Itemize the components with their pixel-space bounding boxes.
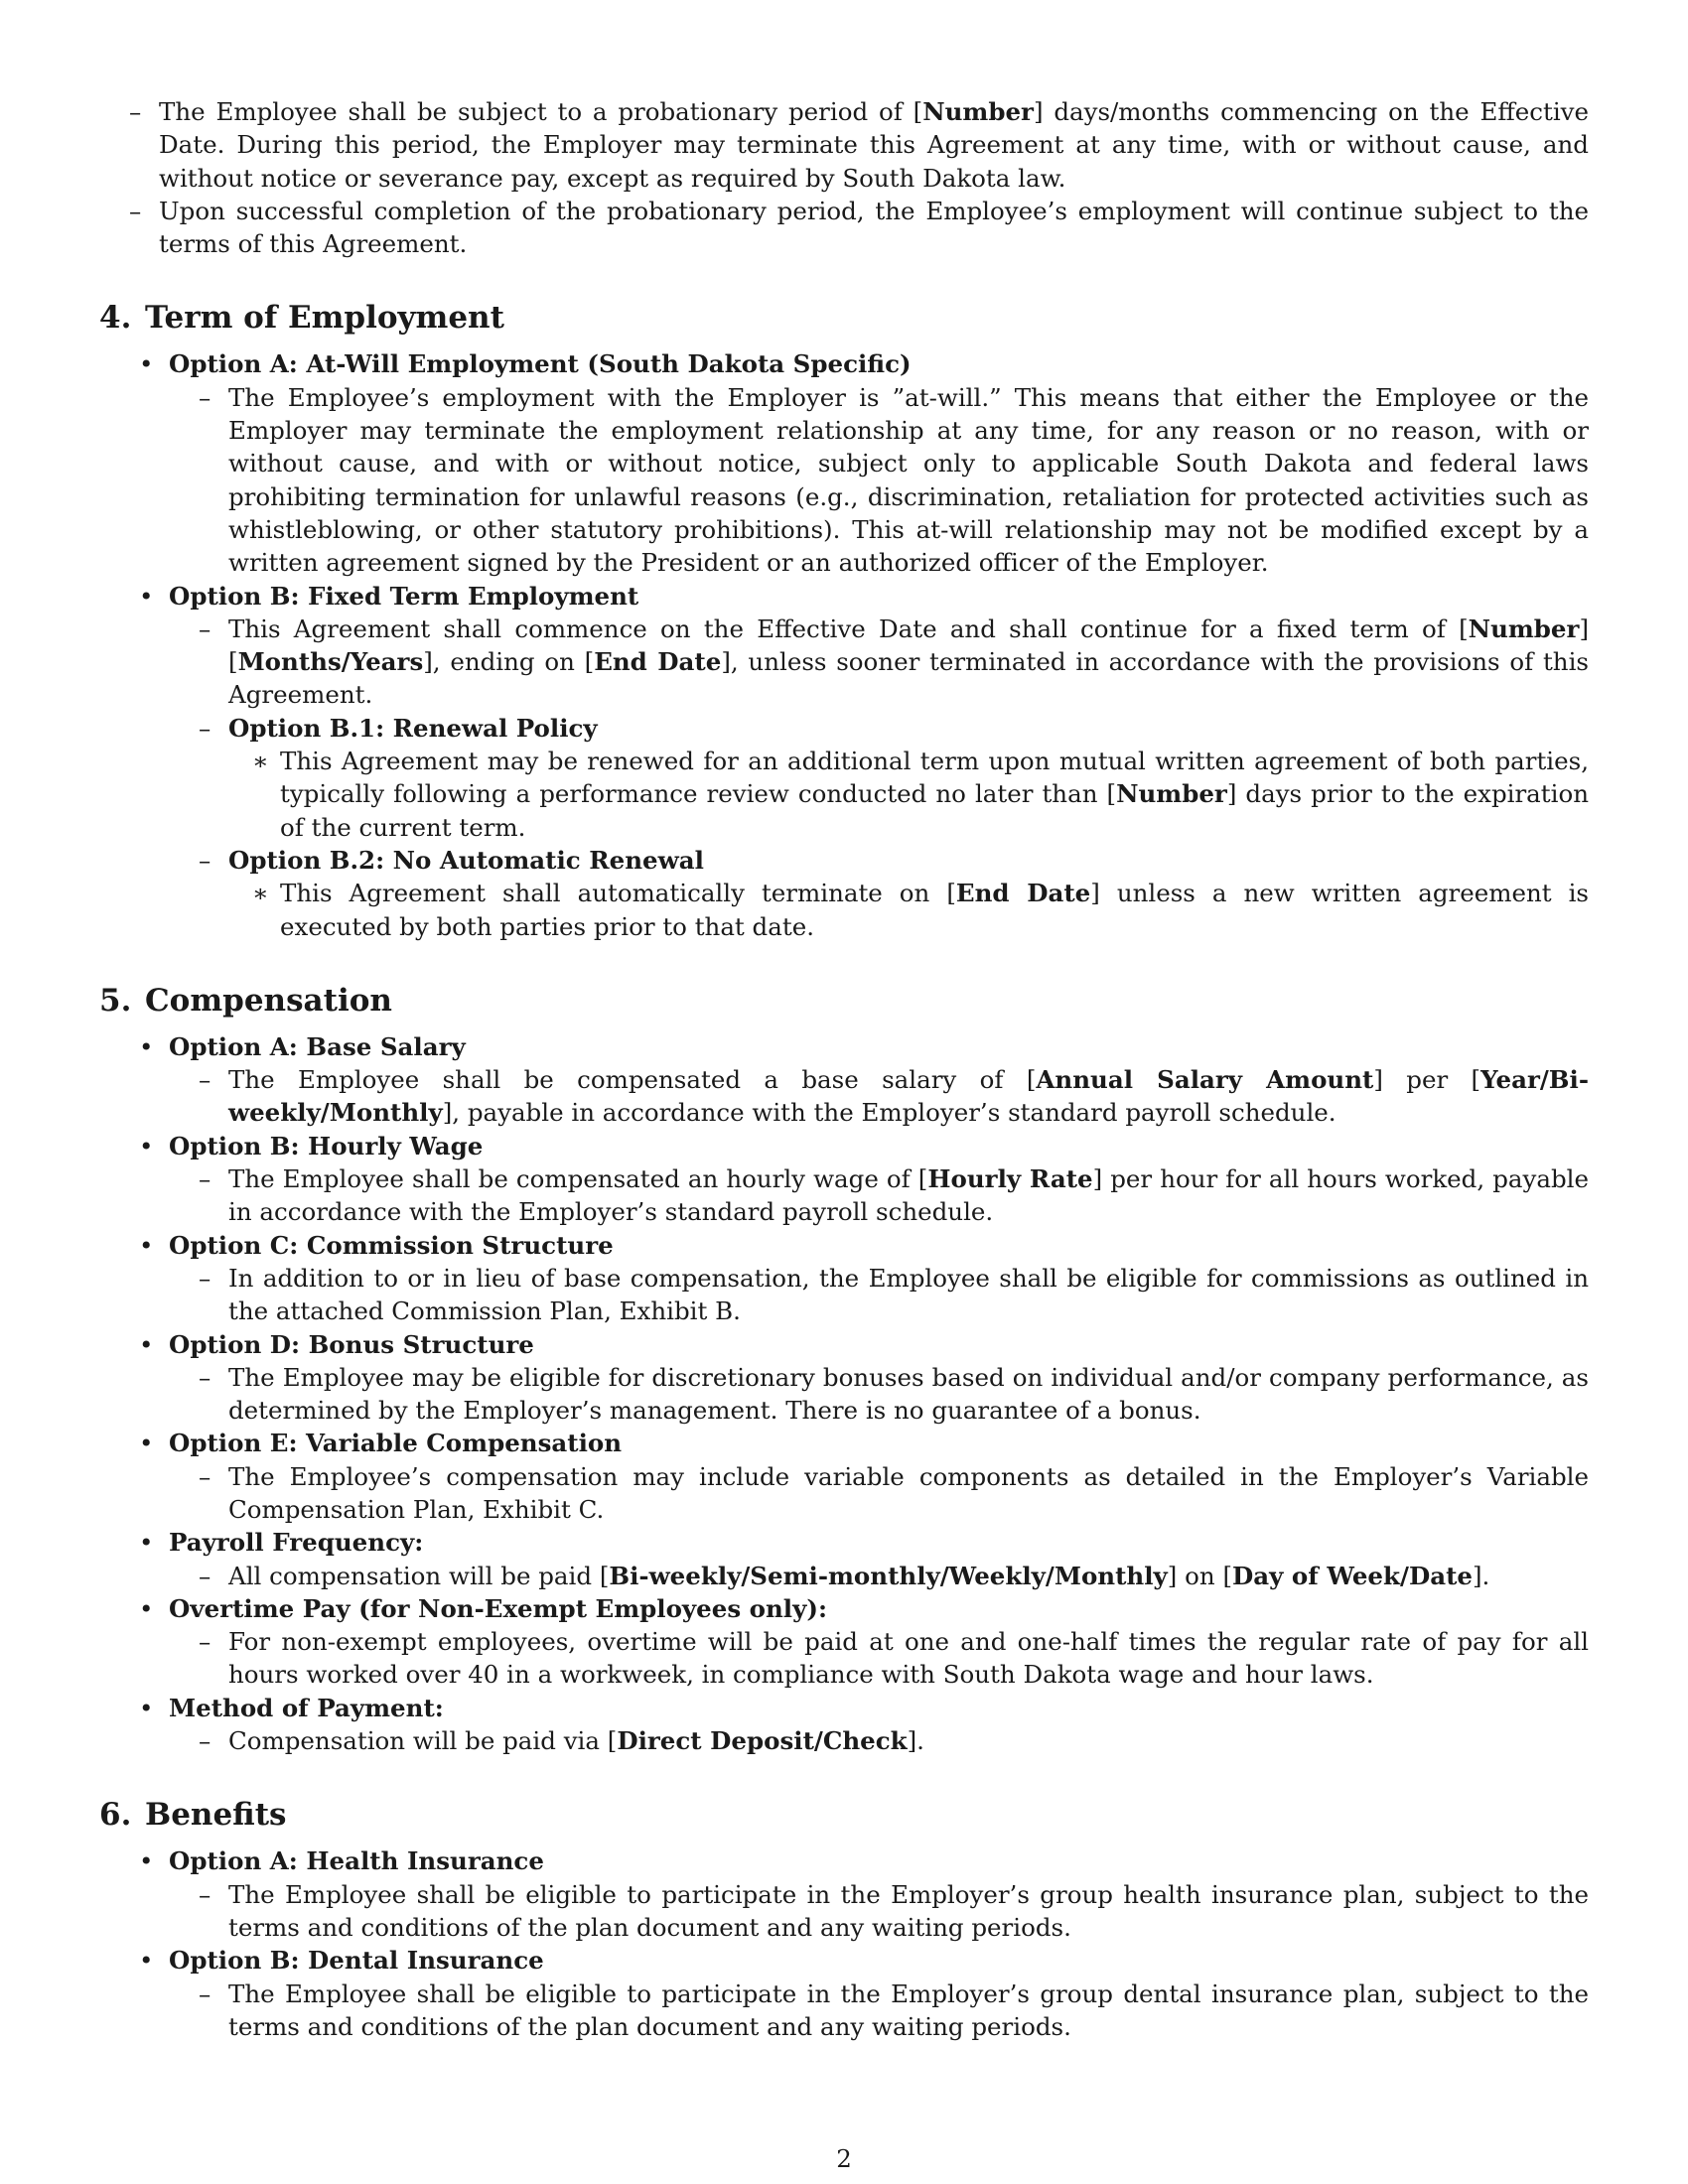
clause-text: In addition to or in lieu of base compensation, the Employee shall be eligible for commissions as outlined in the attached Commission Plan, Exhibit B. <box>228 1263 1589 1326</box>
clause-item <box>169 1262 1589 1328</box>
option-item <box>99 1592 1589 1692</box>
option-label: Option E: Variable Compensation <box>169 1429 623 1458</box>
clause-list <box>169 1978 1589 2044</box>
section-title: Term of Employment <box>145 300 504 337</box>
bullet-marker: • <box>139 349 154 379</box>
sections-container <box>99 298 1589 2043</box>
clause-text: The Employee shall be eligible to participate in the Employer’s group health insurance plan, subject to the terms and conditions of the plan document and any waiting periods. <box>228 1879 1589 1942</box>
clause-item <box>169 1878 1589 1945</box>
dash-marker: – <box>199 845 211 875</box>
dash-marker: – <box>199 1362 211 1392</box>
clause-text: The Employee shall be compensated a base salary of [Annual Salary Amount] per [Year/Bi-weekly/Monthly], payable in accordance with the Employer’s standard payroll schedule. <box>228 1065 1589 1128</box>
clause-item <box>169 712 1589 844</box>
clause-list <box>169 1063 1589 1130</box>
sub-clause-item <box>228 877 1589 943</box>
clause-list <box>169 613 1589 943</box>
bullet-marker: • <box>139 1946 154 1976</box>
option-label: Option A: Base Salary <box>169 1031 466 1061</box>
clause-list <box>169 1162 1589 1229</box>
bullet-marker: • <box>139 1031 154 1061</box>
clause-item <box>169 1560 1589 1592</box>
clause-text: Compensation will be paid via [Direct Deposit/Check]. <box>228 1726 924 1756</box>
clause-item <box>169 1978 1589 2044</box>
option-label: Option C: Commission Structure <box>169 1230 614 1260</box>
clause-list <box>169 1878 1589 1945</box>
section-title: Benefits <box>145 1797 287 1834</box>
bullet-marker: • <box>139 1693 154 1722</box>
sub-option-label: Option B.2: No Automatic Renewal <box>228 845 704 875</box>
dash-marker: – <box>199 1879 211 1909</box>
page-number: 2 <box>836 2144 852 2173</box>
option-list <box>99 347 1589 942</box>
clause-item <box>169 381 1589 580</box>
clause-list <box>169 1724 1589 1757</box>
section-heading <box>99 981 1589 1021</box>
clause-text: For non-exempt employees, overtime will be paid at one and one-half times the regular rate of pay for all hours worked over 40 in a workweek, in compliance with South Dakota wage and hour laws. <box>228 1627 1589 1690</box>
list-item <box>99 95 1589 195</box>
option-label: Overtime Pay (for Non-Exempt Employees only): <box>169 1593 827 1623</box>
clause-item <box>169 1063 1589 1130</box>
clause-text: The Employee shall be subject to a probationary period of [Number] days/months commencing on the Effective Date. During this period, the Employer may terminate this Agreement at any time, with or without cause, and without notice or severance pay, except as required by South Dakota law. <box>159 97 1589 193</box>
clause-text: The Employee’s employment with the Employer is ”at-will.” This means that either the Employee or the Employer may terminate the employment relationship at any time, for any reason or no reason, with or without cause, and with or without notice, subject only to applicable South Dakota and federal laws prohibiting termination for unlawful reasons (e.g., discrimination, retaliation for protected activities such as whistleblowing, or other statutory prohibitions). This at-will relationship may not be modified except by a written agreement signed by the President or an authorized officer of the Employer. <box>228 382 1589 578</box>
option-label: Option B: Fixed Term Employment <box>169 581 639 611</box>
clause-text: The Employee shall be compensated an hourly wage of [Hourly Rate] per hour for all hours worked, payable in accordance with the Employer’s standard payroll schedule. <box>228 1164 1589 1227</box>
bullet-marker: • <box>139 1429 154 1458</box>
probation-list <box>99 95 1589 260</box>
bullet-marker: • <box>139 581 154 611</box>
clause-list <box>169 1262 1589 1328</box>
option-item <box>99 1427 1589 1526</box>
option-item <box>99 1526 1589 1592</box>
clause-list <box>169 1460 1589 1527</box>
option-label: Option B: Dental Insurance <box>169 1946 544 1976</box>
asterisk-marker: ∗ <box>252 747 269 776</box>
dash-marker: – <box>199 1065 211 1095</box>
dash-marker: – <box>199 1726 211 1756</box>
dash-marker: – <box>129 97 142 126</box>
option-label: Option B: Hourly Wage <box>169 1131 484 1160</box>
bullet-marker: • <box>139 1593 154 1623</box>
option-item <box>99 1944 1589 2043</box>
clause-item <box>169 1162 1589 1229</box>
clause-item <box>169 1361 1589 1428</box>
sub-clause-list <box>228 877 1589 943</box>
dash-marker: – <box>199 1627 211 1657</box>
bullet-marker: • <box>139 1230 154 1260</box>
clause-item <box>169 1724 1589 1757</box>
clause-text: The Employee shall be eligible to participate in the Employer’s group dental insurance plan, subject to the terms and conditions of the plan document and any waiting periods. <box>228 1979 1589 2041</box>
option-list <box>99 1030 1589 1758</box>
clause-text: This Agreement shall commence on the Effective Date and shall continue for a fixed term of [Number] [Months/Years], ending on [End Date], unless sooner terminated in accordance with the provisions of this Agreement. <box>228 614 1589 710</box>
option-item <box>99 347 1589 579</box>
option-item <box>99 1328 1589 1428</box>
dash-marker: – <box>199 382 211 412</box>
section-title: Compensation <box>145 982 392 1019</box>
asterisk-marker: ∗ <box>252 879 269 908</box>
list-item <box>99 195 1589 261</box>
sub-clause-text: This Agreement may be renewed for an additional term upon mutual written agreement of both parties, typically following a performance review conducted no later than [Number] days prior to the expiration of the current term. <box>280 747 1589 842</box>
option-item <box>99 1030 1589 1130</box>
bullet-marker: • <box>139 1528 154 1558</box>
sub-clause-list <box>228 745 1589 844</box>
clause-item <box>169 613 1589 712</box>
sub-clause-item <box>228 745 1589 844</box>
option-item <box>99 1229 1589 1328</box>
section-heading <box>99 298 1589 338</box>
clause-item <box>169 1625 1589 1692</box>
sub-option-label: Option B.1: Renewal Policy <box>228 713 598 743</box>
dash-marker: – <box>199 1263 211 1293</box>
document-page <box>99 95 1589 2043</box>
dash-marker: – <box>199 1561 211 1590</box>
section-number: 5. <box>99 982 132 1019</box>
dash-marker: – <box>199 1164 211 1194</box>
clause-list <box>169 1560 1589 1592</box>
dash-marker: – <box>129 196 142 225</box>
dash-marker: – <box>199 614 211 643</box>
dash-marker: – <box>199 713 211 743</box>
clause-item <box>169 844 1589 943</box>
option-label: Payroll Frequency: <box>169 1528 424 1558</box>
option-item <box>99 1130 1589 1229</box>
bullet-marker: • <box>139 1329 154 1359</box>
clause-text: Upon successful completion of the probationary period, the Employee’s employment will continue subject to the terms of this Agreement. <box>159 196 1589 259</box>
option-label: Method of Payment: <box>169 1693 444 1722</box>
clause-list <box>169 1625 1589 1692</box>
dash-marker: – <box>199 1461 211 1491</box>
option-item <box>99 580 1589 943</box>
option-list <box>99 1844 1589 2043</box>
section-number: 6. <box>99 1797 132 1834</box>
bullet-marker: • <box>139 1131 154 1160</box>
option-item <box>99 1692 1589 1758</box>
option-label: Option D: Bonus Structure <box>169 1329 534 1359</box>
sub-clause-text: This Agreement shall automatically terminate on [End Date] unless a new written agreement is executed by both parties prior to that date. <box>280 879 1589 941</box>
dash-marker: – <box>199 1979 211 2008</box>
clause-text: All compensation will be paid [Bi-weekly/Semi-monthly/Weekly/Monthly] on [Day of Week/Date]. <box>228 1561 1490 1590</box>
option-label: Option A: Health Insurance <box>169 1846 544 1876</box>
clause-text: The Employee may be eligible for discretionary bonuses based on individual and/or company performance, as determined by the Employer’s management. There is no guarantee of a bonus. <box>228 1362 1589 1426</box>
clause-list <box>169 1361 1589 1428</box>
bullet-marker: • <box>139 1846 154 1876</box>
clause-list <box>169 381 1589 580</box>
section-heading <box>99 1795 1589 1835</box>
clause-text: The Employee’s compensation may include variable components as detailed in the Employer’s Variable Compensation Plan, Exhibit C. <box>228 1461 1589 1524</box>
option-label: Option A: At-Will Employment (South Dakota Specific) <box>169 349 912 379</box>
section-number: 4. <box>99 300 132 337</box>
clause-item <box>169 1460 1589 1527</box>
option-item <box>99 1844 1589 1944</box>
